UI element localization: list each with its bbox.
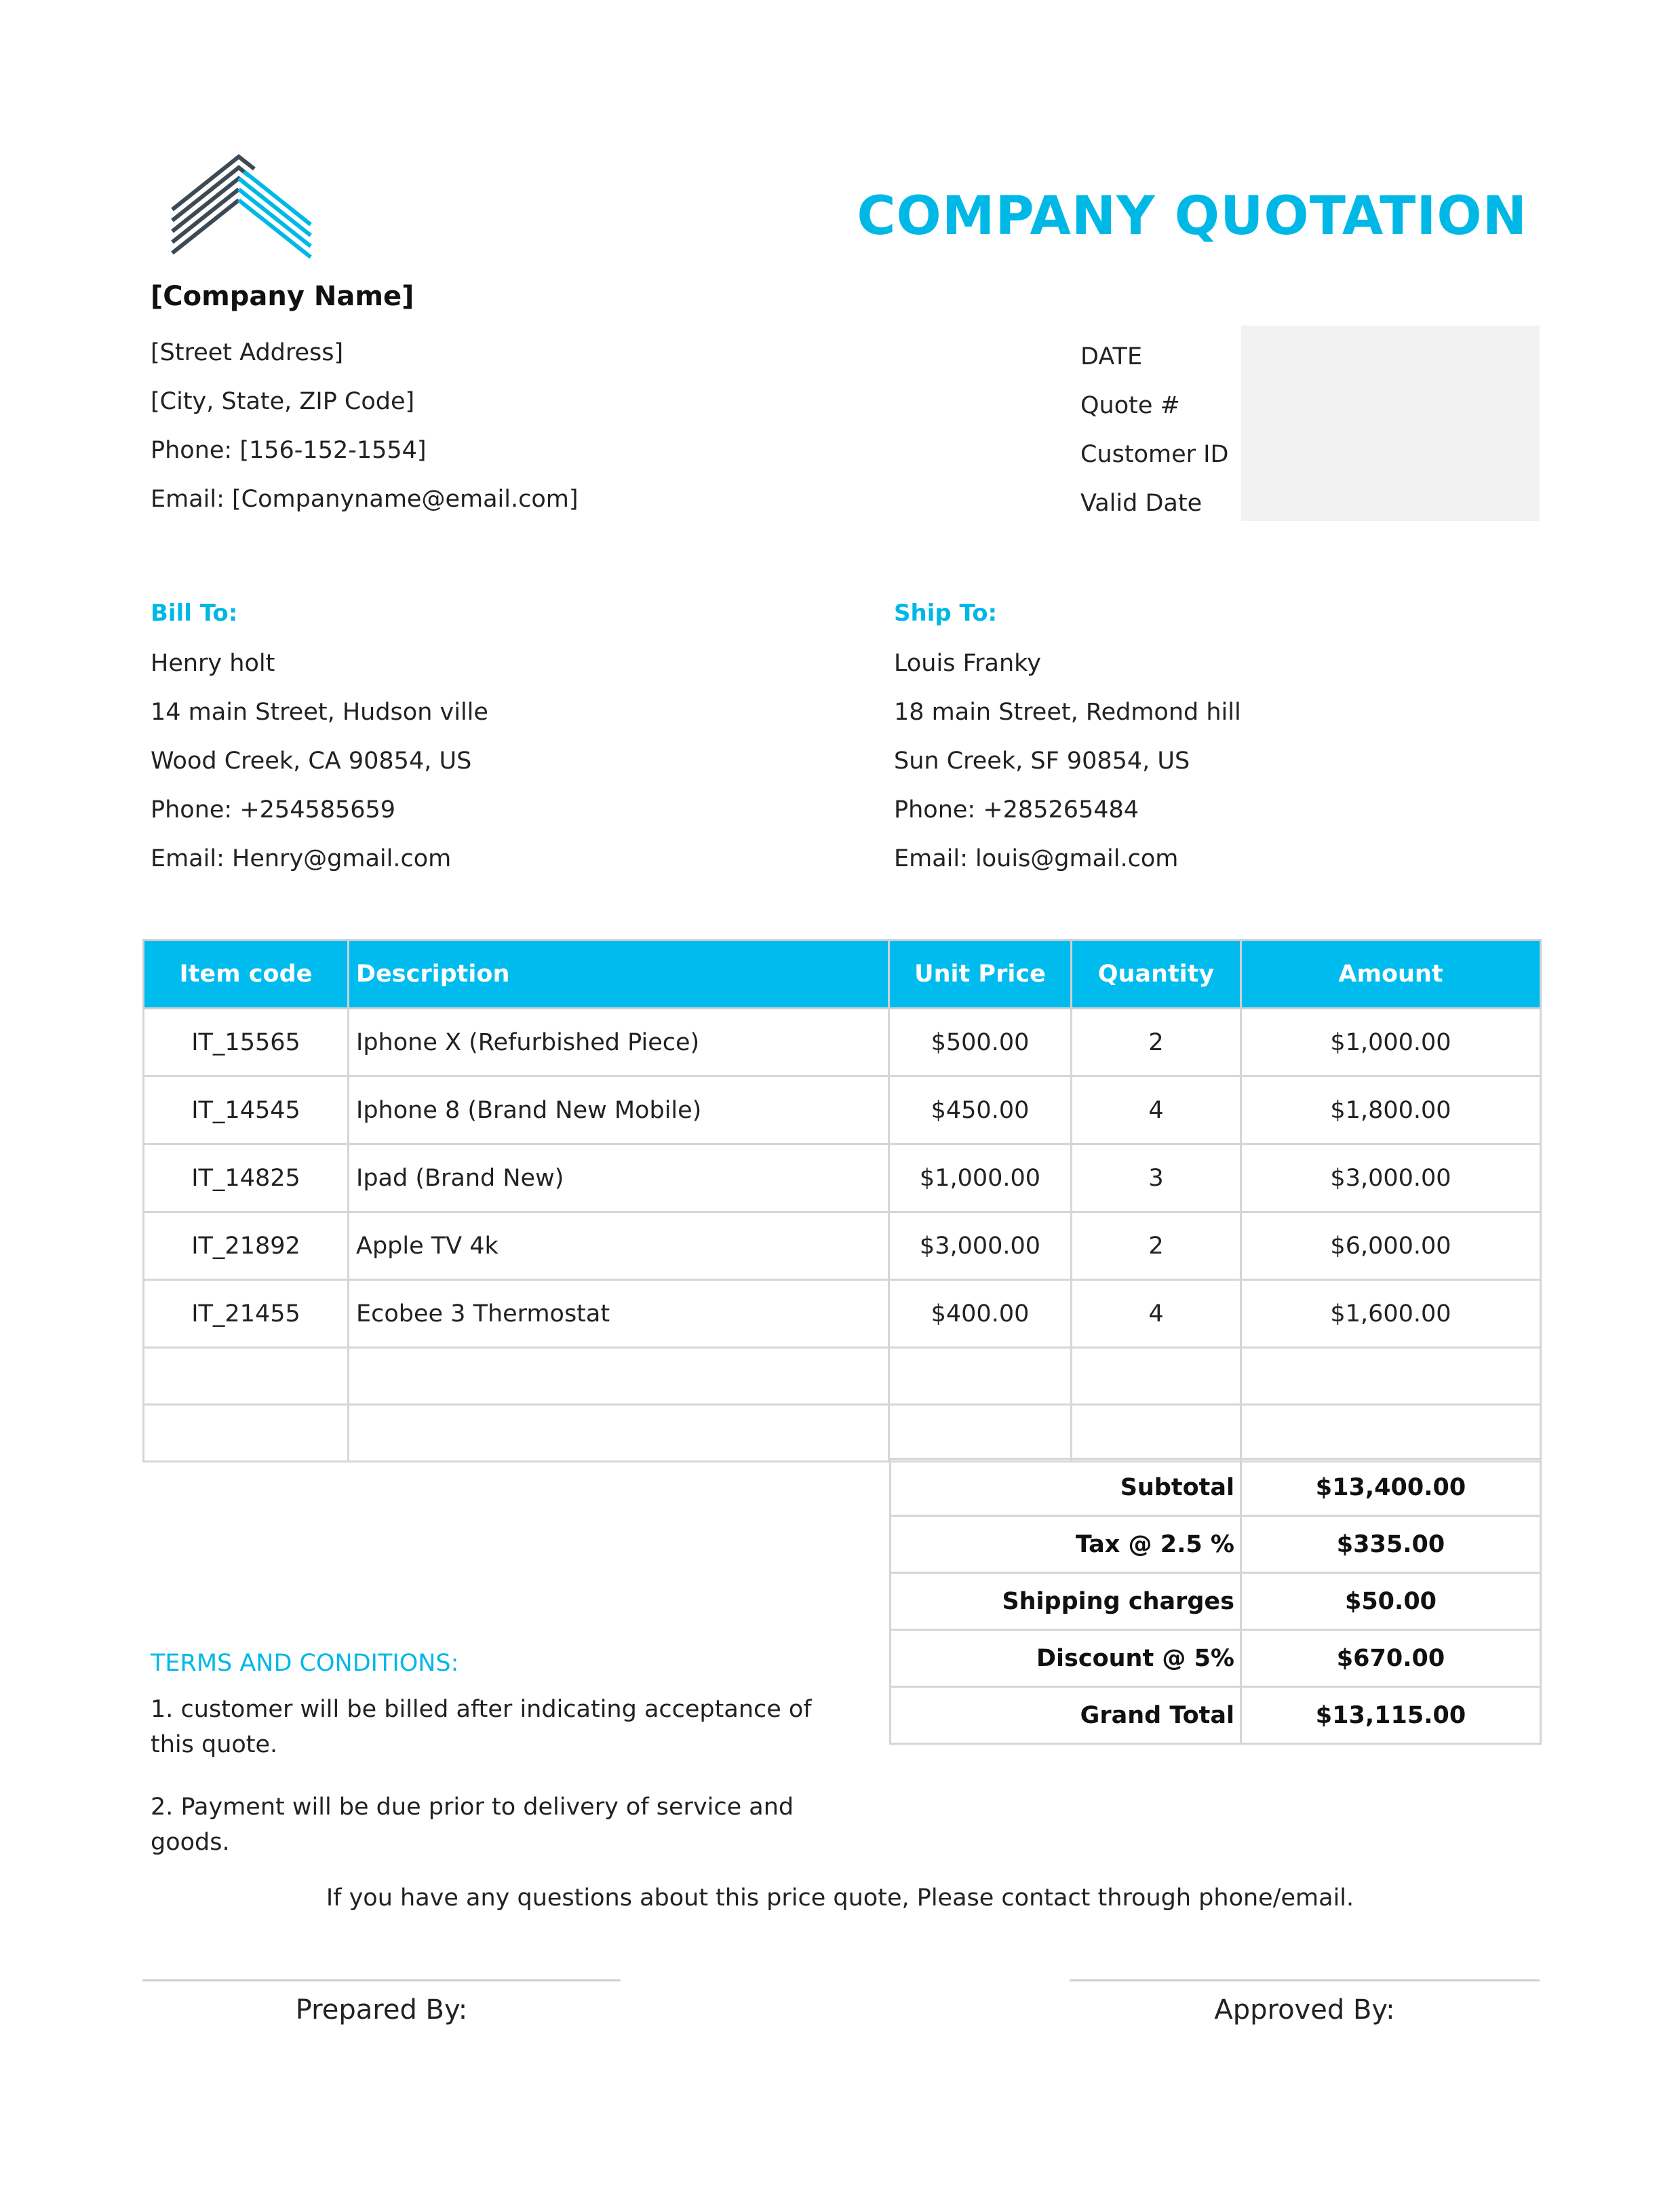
item-unit-price-cell: $400.00 xyxy=(889,1280,1072,1348)
empty-table-row xyxy=(144,1405,1541,1462)
table-row xyxy=(144,1144,1541,1212)
ship-to-email: Email: louis@gmail.com xyxy=(894,845,1179,872)
terms-title: TERMS AND CONDITIONS: xyxy=(151,1650,459,1677)
discount-value: $670.00 xyxy=(1241,1630,1541,1687)
shipping-label: Shipping charges xyxy=(891,1573,1241,1630)
ship-to-street: 18 main Street, Redmond hill xyxy=(894,699,1241,726)
item-unit-price-cell: $3,000.00 xyxy=(889,1212,1072,1280)
totals-row-subtotal xyxy=(891,1459,1541,1516)
header-quantity: Quantity xyxy=(1072,940,1241,1009)
meta-label-date: DATE xyxy=(1080,343,1143,370)
empty-table-row xyxy=(144,1348,1541,1405)
item-description-cell: Iphone 8 (Brand New Mobile) xyxy=(349,1077,889,1144)
table-row xyxy=(144,1280,1541,1348)
totals-table xyxy=(889,1458,1542,1745)
item-quantity-cell: 3 xyxy=(1072,1144,1241,1212)
meta-label-valid-date: Valid Date xyxy=(1080,490,1203,517)
empty-cell[interactable] xyxy=(349,1405,889,1462)
ship-to-phone: Phone: +285265484 xyxy=(894,796,1139,824)
empty-cell[interactable] xyxy=(349,1348,889,1405)
totals-row-tax xyxy=(891,1516,1541,1573)
item-code-cell: IT_21892 xyxy=(144,1212,349,1280)
shipping-value: $50.00 xyxy=(1241,1573,1541,1630)
item-amount-cell: $3,000.00 xyxy=(1241,1144,1541,1212)
item-unit-price-cell: $450.00 xyxy=(889,1077,1072,1144)
totals-row-shipping xyxy=(891,1573,1541,1630)
empty-cell[interactable] xyxy=(1241,1348,1541,1405)
prepared-by-line xyxy=(142,1979,621,1981)
item-description-cell: Iphone X (Refurbished Piece) xyxy=(349,1009,889,1077)
totals-row-discount xyxy=(891,1630,1541,1687)
item-code-cell: IT_14825 xyxy=(144,1144,349,1212)
item-quantity-cell: 4 xyxy=(1072,1077,1241,1144)
ship-to-title: Ship To: xyxy=(894,600,998,627)
company-name: [Company Name] xyxy=(151,281,414,312)
contact-note: If you have any questions about this price quote, Please contact through phone/email. xyxy=(326,1884,1354,1912)
company-email: Email: [Companyname@email.com] xyxy=(151,486,579,513)
item-code-cell: IT_14545 xyxy=(144,1077,349,1144)
item-quantity-cell: 2 xyxy=(1072,1212,1241,1280)
item-code-cell: IT_21455 xyxy=(144,1280,349,1348)
table-row xyxy=(144,1077,1541,1144)
item-amount-cell: $1,800.00 xyxy=(1241,1077,1541,1144)
header-description: Description xyxy=(349,940,889,1009)
empty-cell[interactable] xyxy=(889,1405,1072,1462)
company-city: [City, State, ZIP Code] xyxy=(151,388,415,415)
bill-to-name: Henry holt xyxy=(151,650,275,677)
table-row xyxy=(144,1009,1541,1077)
tax-label: Tax @ 2.5 % xyxy=(891,1516,1241,1573)
meta-values-box[interactable] xyxy=(1241,326,1540,521)
item-quantity-cell: 4 xyxy=(1072,1280,1241,1348)
document-title: COMPANY QUOTATION xyxy=(857,186,1527,247)
table-row xyxy=(144,1212,1541,1280)
meta-label-customer-id: Customer ID xyxy=(1080,441,1229,468)
item-amount-cell: $1,000.00 xyxy=(1241,1009,1541,1077)
subtotal-value: $13,400.00 xyxy=(1241,1459,1541,1516)
bill-to-street: 14 main Street, Hudson ville xyxy=(151,699,488,726)
tax-value: $335.00 xyxy=(1241,1516,1541,1573)
meta-label-quote-number: Quote # xyxy=(1080,392,1180,419)
item-amount-cell: $1,600.00 xyxy=(1241,1280,1541,1348)
bill-to-title: Bill To: xyxy=(151,600,238,627)
empty-cell[interactable] xyxy=(1072,1405,1241,1462)
header-item-code: Item code xyxy=(144,940,349,1009)
header-unit-price: Unit Price xyxy=(889,940,1072,1009)
item-unit-price-cell: $1,000.00 xyxy=(889,1144,1072,1212)
grand-total-label: Grand Total xyxy=(891,1687,1241,1744)
item-quantity-cell: 2 xyxy=(1072,1009,1241,1077)
item-description-cell: Ecobee 3 Thermostat xyxy=(349,1280,889,1348)
bill-to-city: Wood Creek, CA 90854, US xyxy=(151,748,472,775)
bill-to-phone: Phone: +254585659 xyxy=(151,796,396,824)
grand-total-value: $13,115.00 xyxy=(1241,1687,1541,1744)
terms-item-1: 1. customer will be billed after indicating acceptance of this quote. xyxy=(151,1696,812,1758)
empty-cell[interactable] xyxy=(889,1348,1072,1405)
empty-cell[interactable] xyxy=(1072,1348,1241,1405)
terms-item-2: 2. Payment will be due prior to delivery of service and goods. xyxy=(151,1794,794,1856)
item-unit-price-cell: $500.00 xyxy=(889,1009,1072,1077)
discount-label: Discount @ 5% xyxy=(891,1630,1241,1687)
company-street: [Street Address] xyxy=(151,339,344,366)
subtotal-label: Subtotal xyxy=(891,1459,1241,1516)
items-table xyxy=(142,939,1542,1462)
items-header-row xyxy=(144,940,1541,1009)
empty-cell[interactable] xyxy=(144,1348,349,1405)
approved-by-line xyxy=(1070,1979,1540,1981)
item-description-cell: Ipad (Brand New) xyxy=(349,1144,889,1212)
item-amount-cell: $6,000.00 xyxy=(1241,1212,1541,1280)
totals-row-grand-total xyxy=(891,1687,1541,1744)
company-phone: Phone: [156-152-1554] xyxy=(151,437,427,464)
item-code-cell: IT_15565 xyxy=(144,1009,349,1077)
ship-to-city: Sun Creek, SF 90854, US xyxy=(894,748,1190,775)
empty-cell[interactable] xyxy=(1241,1405,1541,1462)
item-description-cell: Apple TV 4k xyxy=(349,1212,889,1280)
approved-by-label: Approved By: xyxy=(1214,1994,1395,2026)
bill-to-email: Email: Henry@gmail.com xyxy=(151,845,452,872)
prepared-by-label: Prepared By: xyxy=(295,1994,468,2026)
empty-cell[interactable] xyxy=(144,1405,349,1462)
company-logo-icon xyxy=(168,151,317,263)
ship-to-name: Louis Franky xyxy=(894,650,1041,677)
header-amount: Amount xyxy=(1241,940,1541,1009)
